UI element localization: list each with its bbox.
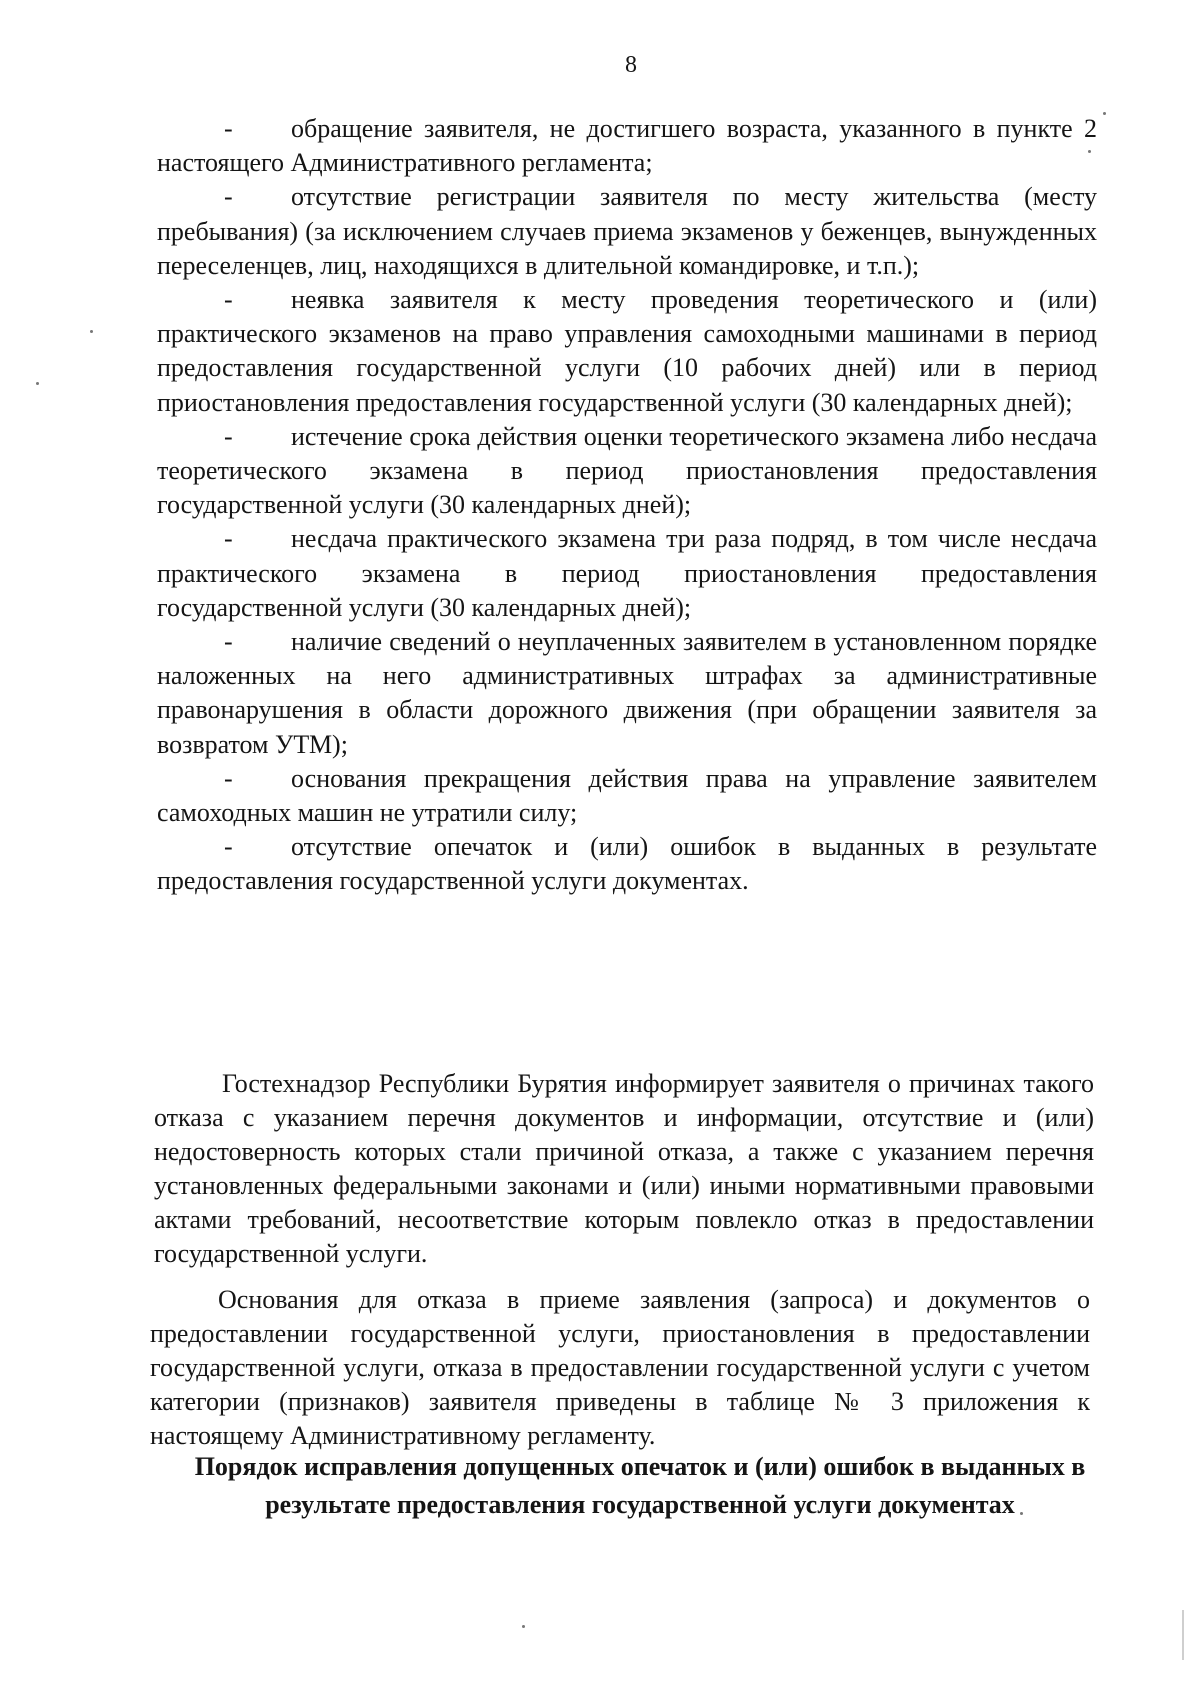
- list-marker: -: [224, 763, 233, 793]
- list-item-text: истечение срока действия оценки теоретического экзамена либо несдача теоретического экзамена в период приостановления предоставления государственной услуги (30 календарных дней);: [157, 421, 1097, 520]
- list-item-text: обращение заявителя, не достигшего возраста, указанного в пункте 2 настоящего Административного регламента;: [157, 114, 1097, 178]
- notification-paragraph: Гостехнадзор Республики Бурятия информирует заявителя о причинах такого отказа с указанием перечня документов и информации, отсутствие и (или) недостоверность которых стали причиной отказа, а также с указанием перечня установленных федеральными законами и (или) иными нормативными правовыми актами требований, несоответствие которым повлекло отказ в предоставлении государственной услуги.: [154, 1069, 1094, 1268]
- list-item-text: основания прекращения действия права на управление заявителем самоходных машин не утратили силу;: [157, 763, 1097, 828]
- scan-speck: [1103, 112, 1106, 115]
- refusal-basis-paragraph: Основания для отказа в приеме заявления (запроса) и документов о предоставлении государственной услуги, приостановления в предоставлении государственной услуги, отказа в предоставлении государственной услуги с учетом категории (признаков) заявителя приведены в таблице № 3 приложения к настоящему Административному регламенту.: [150, 1285, 1090, 1450]
- list-marker: -: [224, 285, 233, 315]
- list-item: [157, 112, 1097, 180]
- section-heading: Порядок исправления допущенных опечаток и (или) ошибок в выданных в результате предоставления государственной услуги документах: [194, 1452, 1086, 1519]
- list-item: [157, 625, 1097, 762]
- list-item: [157, 420, 1097, 523]
- list-item-text: отсутствие опечаток и (или) ошибок в выданных в результате предоставления государственной услуги документах.: [157, 832, 1097, 896]
- scan-speck: [36, 382, 39, 385]
- list-item-text: неявка заявителя к месту проведения теоретического и (или) практического экзаменов на право управления самоходными машинами в период предоставления государственной услуги (10 рабочих дней) или в период приостановления предоставления государственной услуги (30 календарных дней);: [157, 285, 1097, 417]
- list-item-text: наличие сведений о неуплаченных заявителем в установленном порядке наложенных на него административных штрафах за административные правонарушения в области дорожного движения (при обращении заявителя за возвратом УТМ);: [157, 627, 1097, 759]
- refusal-grounds-list: [157, 112, 1097, 899]
- list-item: [157, 830, 1097, 898]
- scan-edge-line: [1182, 1610, 1184, 1660]
- list-item: [157, 522, 1097, 625]
- list-item-text: отсутствие регистрации заявителя по месту жительства (месту пребывания) (за исключением случаев приема экзаменов у беженцев, вынужденных переселенцев, лиц, находящихся в длительной командировке, и т.п.);: [157, 182, 1097, 280]
- list-item: [157, 180, 1097, 283]
- list-marker: -: [224, 182, 233, 212]
- list-marker: -: [224, 421, 233, 451]
- page-number: 8: [625, 52, 637, 78]
- scan-speck: [1088, 150, 1091, 153]
- list-item-text: несдача практического экзамена три раза подряд, в том числе несдача практического экзамена в период приостановления предоставления государственной услуги (30 календарных дней);: [157, 524, 1097, 622]
- list-marker: -: [224, 627, 233, 657]
- list-marker: -: [224, 524, 233, 554]
- list-item: [157, 762, 1097, 830]
- scan-speck: [1020, 1512, 1023, 1515]
- scan-speck: [90, 330, 93, 333]
- list-marker: -: [224, 114, 233, 143]
- list-item: [157, 283, 1097, 420]
- list-marker: -: [224, 832, 233, 862]
- scan-speck: [522, 1625, 525, 1628]
